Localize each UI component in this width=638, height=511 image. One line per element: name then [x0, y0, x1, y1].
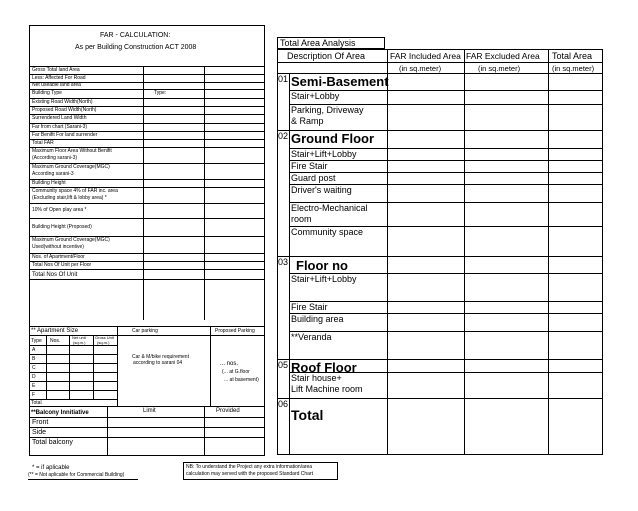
area-row-label: Stair+Lobby [291, 91, 340, 101]
far-row-label: 10% of Open play area * [32, 207, 87, 213]
area-row-label: Total [291, 407, 324, 423]
far-row-label: Less: Affected For Road [32, 74, 86, 81]
far-row-label: Building Height [32, 179, 66, 186]
parking-at-gfloor: (... at G.floor [222, 369, 250, 375]
apartment-type-f: F [32, 392, 36, 398]
far-row-label: Total FAR [32, 139, 54, 146]
area-row-label: Parking, Driveway [291, 105, 364, 115]
col-far-excluded: FAR Excluded Area [466, 51, 540, 61]
parking-at-basement: ... at basement) [224, 377, 259, 383]
area-row-label: Semi-Basement [291, 74, 389, 89]
far-row-label: Community space 4% of FAR inc. area [32, 188, 118, 194]
car-note-1: Car & M/bike requirement [132, 354, 189, 360]
far-row-label: Far Benifit For land surrender [32, 131, 98, 138]
far-row-label: Proposed Road Width(North) [32, 106, 97, 113]
balcony-limit: Limit [143, 408, 156, 414]
area-row-number: 05 [278, 360, 289, 370]
apartment-type-a: A [32, 347, 36, 353]
unit-far-included: (in sq.meter) [399, 64, 442, 73]
balcony-header: **Balcony Innitiative [31, 410, 89, 416]
far-row-label-line2: (Excluding stair,lift & lobby area) * [32, 195, 107, 201]
far-row-label: Surrendered Land Width [32, 115, 87, 121]
far-row-label: Maximum Floor Area Without Benifit [32, 148, 112, 154]
area-row-label: Community space [291, 227, 364, 237]
area-row-label: **Veranda [291, 332, 332, 342]
area-row-label: Electro-Mechanical [291, 203, 368, 213]
area-row-label: Driver's waiting [291, 185, 352, 195]
parking-nos: ... nos. [220, 361, 239, 367]
col-gross-unit: Gross Unit [95, 335, 114, 340]
apartment-size-header: ** Apartment Size [31, 328, 79, 334]
area-row-label-line2: & Ramp [291, 116, 324, 126]
far-row-label: Building Height (Proposed) [32, 223, 92, 230]
far-row-label: Total Nos Of Unit [32, 271, 78, 278]
far-row-label: Gross Total land Area [32, 66, 80, 73]
far-row-label: Net useable land area [32, 82, 81, 88]
area-row-label: Floor no [296, 258, 348, 273]
car-parking-header: Car parking [132, 328, 158, 334]
far-title: FAR - CALCULATION: [100, 32, 171, 39]
area-row-label: Fire Stair [291, 161, 328, 171]
unit-far-excluded: (in sq.meter) [478, 64, 521, 73]
apartment-type-b: B [32, 356, 36, 362]
col-total: Total Area [552, 51, 593, 61]
far-row-label-line2: According sarani-3 [32, 171, 74, 177]
area-row-number: 06 [278, 399, 289, 409]
apartment-type-e: E [32, 383, 36, 389]
footnote-2: (** = Not aplicable for Commercial Building) [28, 472, 125, 478]
apartment-type-c: C [32, 365, 36, 371]
area-row-number: 01 [278, 74, 289, 84]
apartment-total: Total [31, 400, 42, 406]
col-net-unit: Net unit [72, 335, 86, 340]
area-row-label: Guard post [291, 173, 336, 183]
balcony-row-label: Total balcony [32, 439, 73, 446]
far-row-label-line2: (According sarani-3) [32, 155, 78, 161]
far-row-label: Nos. of Apartment/Floor [32, 253, 85, 260]
car-note-2: according to sarani 04 [133, 360, 183, 366]
area-row-label: Fire Stair [291, 302, 328, 312]
apartment-type-d: D [32, 374, 36, 380]
col-description: Description Of Area [287, 51, 366, 61]
area-row-label-line2: room [291, 214, 312, 224]
col-far-included: FAR Included Area [390, 51, 461, 61]
area-row-label: Stair+Lift+Lobby [291, 274, 357, 284]
far-row-value: Type: [154, 90, 167, 96]
far-row-label: Building Type [32, 90, 62, 96]
area-row-label: Building area [291, 314, 344, 324]
nb-line-1: NB: To understand the Project any extra information/area [186, 464, 313, 470]
balcony-provided: Provided [216, 408, 240, 414]
area-row-label: Roof Floor [291, 360, 357, 375]
nb-line-2: calculation may served with the proposed Standard Chart [186, 471, 314, 477]
area-row-number: 03 [278, 257, 289, 267]
footnote-1: * = if aplicable [32, 465, 70, 471]
far-row-label: Maximum Ground Coverage(MGC) [32, 164, 110, 170]
area-row-label: Ground Floor [291, 131, 375, 146]
balcony-row-label: Front [32, 419, 49, 426]
col-type: Type [31, 338, 42, 344]
proposed-parking-header: Proposed Parking [215, 328, 255, 334]
area-row-number: 02 [278, 131, 289, 141]
col-net-unit-unit: (sq.m.) [73, 340, 86, 345]
far-row-label: Total Nos Of Unit per Floor [32, 261, 92, 268]
area-row-label: Stair house+ [291, 373, 342, 383]
area-row-label-line2: Lift Machine room [291, 384, 363, 394]
far-row-label: Maximum Ground Coverage(MGC) [32, 237, 110, 243]
far-row-label-line2: Used(without incentive) [32, 244, 84, 250]
far-subtitle: As per Building Construction ACT 2008 [75, 44, 197, 51]
unit-total: (in sq.meter) [552, 64, 595, 73]
far-row-label: Far from chart (Sarani-3) [32, 123, 88, 130]
area-row-label: Stair+Lift+Lobby [291, 149, 357, 159]
col-nos: Nos. [50, 338, 61, 344]
col-gross-unit-unit: (sq.m.) [97, 340, 110, 345]
total-area-title: Total Area Analysis [280, 38, 356, 48]
balcony-row-label: Side [32, 429, 47, 436]
far-row-label: Existing Road Width(North) [32, 98, 93, 105]
